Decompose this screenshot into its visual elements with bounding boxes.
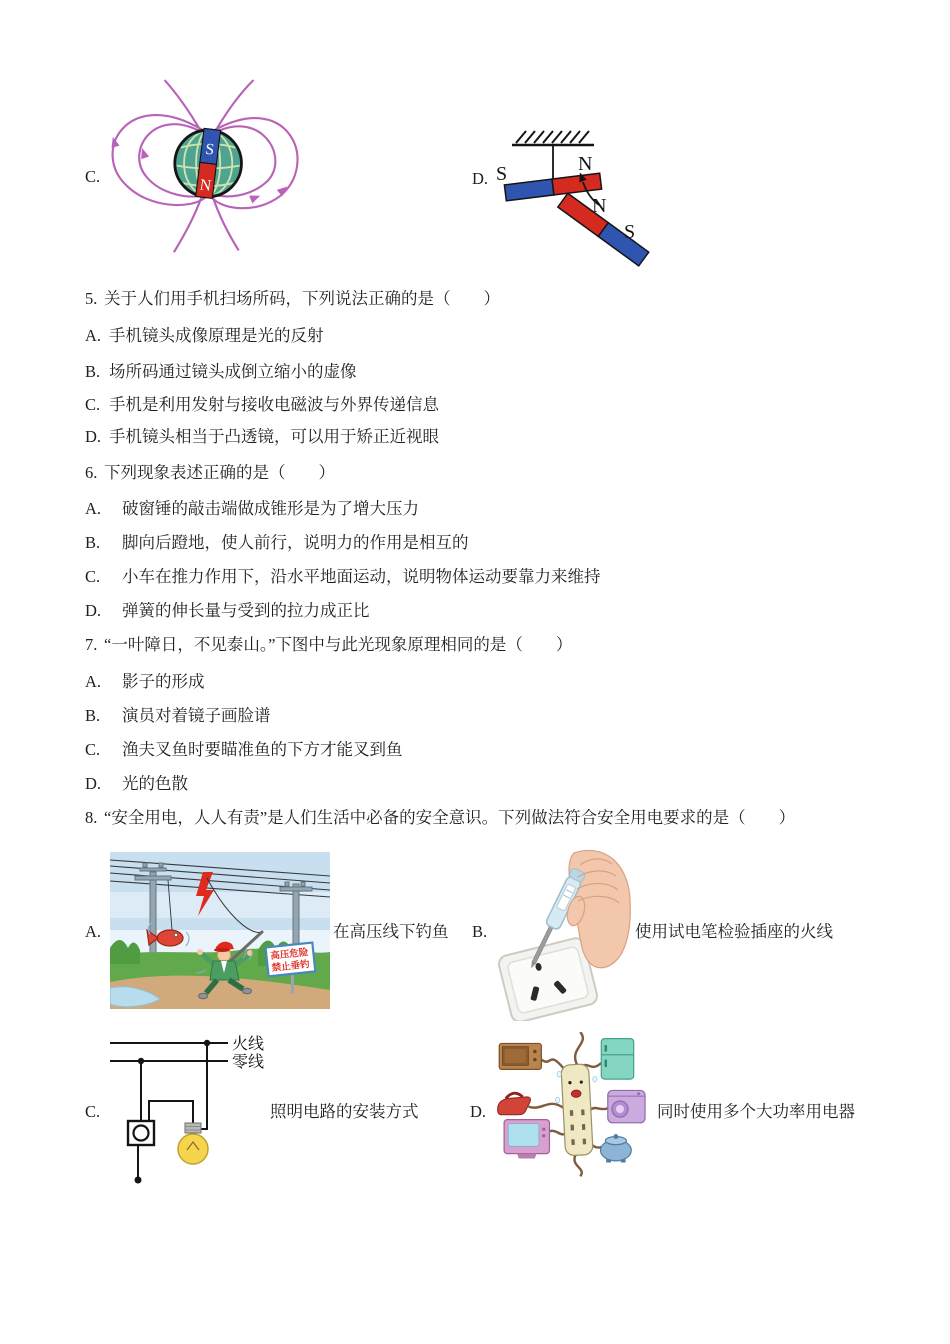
- tv: [504, 1120, 549, 1159]
- wire-to-bulb: [201, 1043, 207, 1129]
- q8-option-d-caption: 同时使用多个大功率用电器: [657, 1102, 855, 1121]
- ceiling-hatch: [512, 131, 594, 145]
- q4-option-d-letter: D.: [472, 169, 489, 188]
- pole-label-s: S: [204, 140, 216, 159]
- q6-option-c: C. 小车在推力作用下，沿水平地面运动，说明物体运动要靠力来维持: [85, 567, 601, 586]
- q4-option-c-letter: C.: [85, 167, 101, 186]
- q8-option-a-caption: 在高压线下钓鱼: [333, 922, 449, 941]
- q6-option-a: A. 破窗锤的敲击端做成锥形是为了增大压力: [85, 499, 419, 518]
- cooker: [600, 1134, 631, 1162]
- switch: [128, 1121, 154, 1145]
- q5-option-d: D. 手机镜头相当于凸透镜，可以用于矫正近视眼: [85, 427, 439, 446]
- free-s-label: S: [624, 221, 636, 243]
- sign-line-2: 禁止垂钓: [271, 960, 311, 974]
- q8-option-b-caption: 使用试电笔检验插座的火线: [635, 922, 833, 941]
- sign-line-1: 高压危险: [270, 948, 309, 962]
- q7-option-b: B. 演员对着镜子画脸谱: [85, 706, 271, 725]
- microwave: [499, 1043, 541, 1069]
- figure-earth-magnetic-field: [97, 78, 310, 259]
- q8-option-b-letter: B.: [472, 922, 488, 941]
- q5-option-c: C. 手机是利用发射与接收电磁波与外界传递信息: [85, 395, 439, 414]
- q8-option-c-letter: C.: [85, 1102, 101, 1121]
- q6-option-d: D. 弹簧的伸长量与受到的拉力成正比: [85, 601, 370, 620]
- q8-stem: 8. “安全用电，人人有责”是人们生活中必备的安全意识。下列做法符合安全用电要求的是（ ）: [85, 808, 796, 827]
- figure-test-pencil: [498, 849, 633, 1021]
- q7-option-d: D. 光的色散: [85, 774, 188, 793]
- q7-option-a: A. 影子的形成: [85, 672, 205, 691]
- washing-machine: [608, 1090, 645, 1122]
- terminal-dot: [135, 1177, 142, 1184]
- hanging-n-label: N: [578, 153, 593, 175]
- q8-option-a-letter: A.: [85, 922, 102, 941]
- figure-overloaded-outlet: [496, 1032, 658, 1178]
- q6-stem: 6. 下列现象表述正确的是（ ）: [85, 463, 335, 482]
- free-n-label: N: [592, 195, 607, 217]
- neutral-wire-label: 零线: [232, 1054, 265, 1071]
- iron: [498, 1093, 531, 1115]
- q6-option-b: B. 脚向后蹬地，使人前行，说明力的作用是相互的: [85, 533, 469, 552]
- q7-stem: 7. “一叶障日，不见泰山。”下图中与此光现象原理相同的是（ ）: [85, 635, 573, 654]
- q7-option-c: C. 渔夫叉鱼时要瞄准鱼的下方才能叉到鱼: [85, 740, 403, 759]
- figure-hanging-magnets: [492, 118, 682, 268]
- figure-lighting-circuit: [100, 1030, 275, 1190]
- grass-clump-left: [110, 940, 140, 964]
- pole-label-n: N: [198, 176, 213, 195]
- refrigerator: [601, 1039, 633, 1080]
- q8-option-d-letter: D.: [470, 1102, 487, 1121]
- live-wire-label: 火线: [232, 1036, 265, 1053]
- power-strip: [561, 1064, 593, 1156]
- junction-dot-live: [204, 1040, 210, 1046]
- junction-dot-neutral: [138, 1058, 144, 1064]
- q5-option-b: B. 场所码通过镜头成倒立缩小的虚像: [85, 362, 357, 381]
- q8-option-c-caption: 照明电路的安装方式: [270, 1102, 419, 1121]
- q5-stem: 5. 关于人们用手机扫场所码，下列说法正确的是（ ）: [85, 289, 500, 308]
- hanging-s-label: S: [496, 163, 508, 185]
- figure-fishing-under-powerline: [110, 852, 330, 1009]
- wire-switch-to-bulb: [149, 1101, 193, 1123]
- q5-option-a: A. 手机镜头成像原理是光的反射: [85, 326, 324, 345]
